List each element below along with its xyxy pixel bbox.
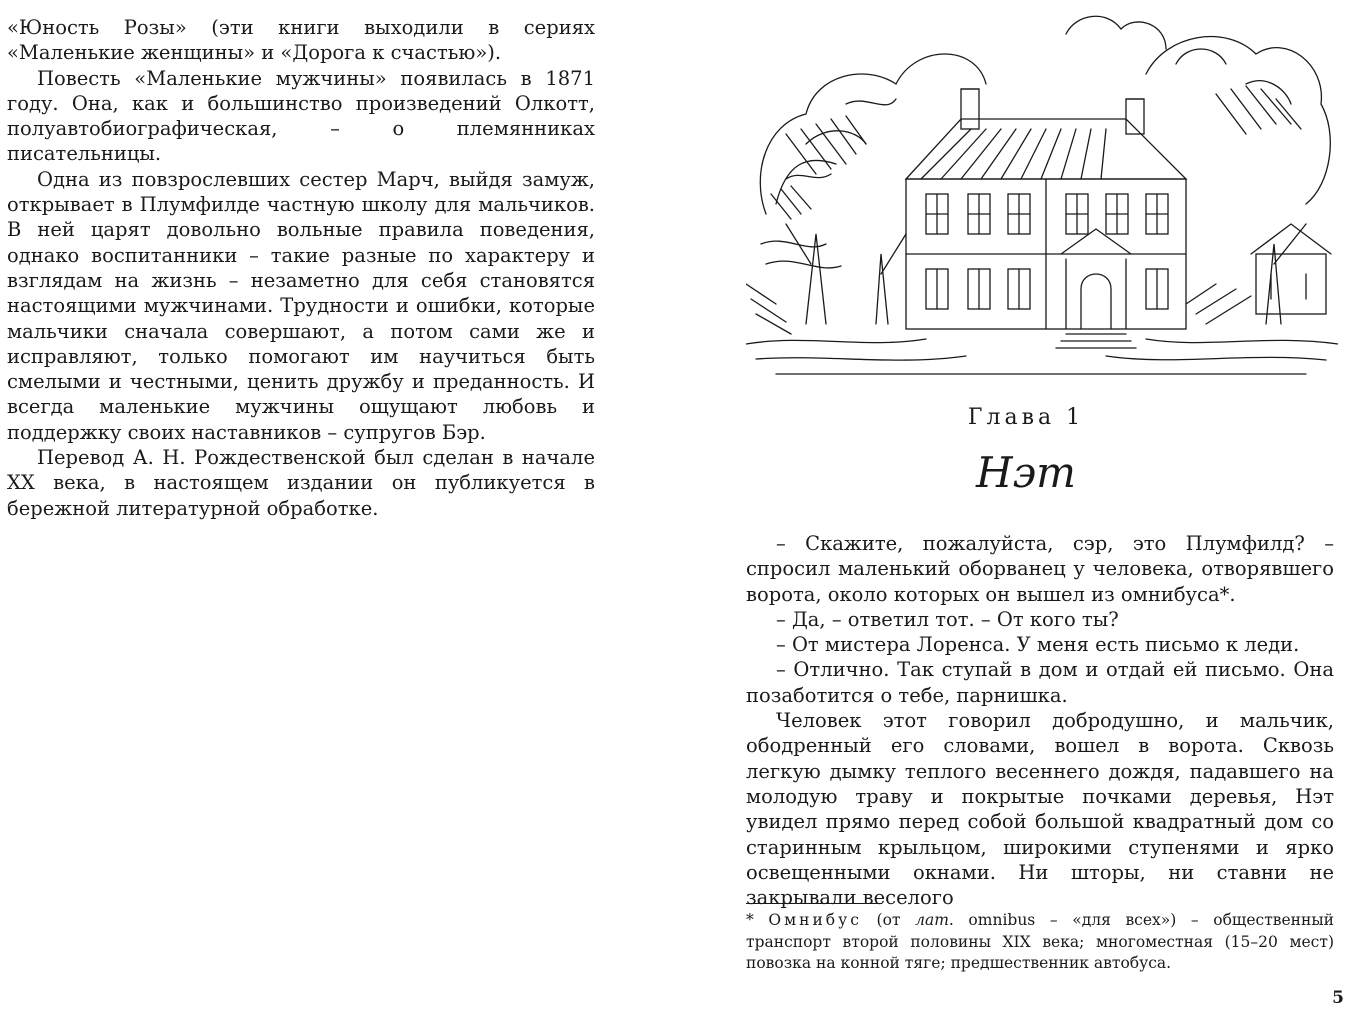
footnote (746, 910, 1334, 975)
paragraph: – Скажите, пожалуйста, сэр, это Плумфилд? – спросил маленький оборванец у человека, отворявшего ворота, около которых он вышел из омнибуса*. (746, 532, 1334, 606)
chapter-label: Глава 1 (967, 405, 1085, 430)
footnote-language: лат. (915, 911, 954, 929)
paragraph: Человек этот говорил добродушно, и мальчик, ободренный его словами, вошел в ворота. Сквозь легкую дымку теплого весеннего дождя, падавшего на молодую траву и покрытые почками деревья, Нэт увидел прямо перед собой большой квадратный дом со старинным крыльцом, широкими ступенями и ярко освещенными окнами. Ни шторы, ни ставни не закрывали веселого (746, 709, 1334, 910)
footnote-divider (746, 903, 882, 904)
paragraph: Одна из повзрослевших сестер Марч, выйдя замуж, открывает в Плумфилде частную школу для мальчиков. В ней царят довольно вольные правила поведения, однако воспитанники – такие разные по характеру и взглядам на жизнь – незаметно для себя становятся настоящими мужчинами. Трудности и ошибки, которые мальчики сначала совершают, а потом сами же и исправляют, только помогают им научиться быть смелыми и честными, ценить дружбу и преданность. И всегда маленькие мужчины ощущают любовь и поддержку своих наставников – супругов Бэр. (7, 167, 595, 444)
left-page-text (7, 15, 595, 521)
footnote-text: (от (861, 911, 916, 929)
paragraph: Перевод А. Н. Рождественской был сделан в начале XX века, в настоящем издании он публикуется в бережной литературной обработке. (7, 446, 595, 520)
paragraph: Повесть «Маленькие мужчины» появилась в 1871 году. Она, как и большинство произведений Олкотт, полуавтобиографическая, – о племянниках писательницы. (7, 66, 595, 166)
paragraph: – От мистера Лоренса. У меня есть письмо к леди. (776, 633, 1300, 657)
footnote-term: Омнибус (768, 911, 862, 929)
paragraph: – Отлично. Так ступай в дом и отдай ей письмо. Она позаботится о тебе, парнишка. (746, 658, 1334, 707)
chapter-title: Нэт (976, 448, 1076, 497)
house-illustration (746, 4, 1338, 384)
right-page (684, 0, 1368, 1010)
footnote-marker: * (746, 911, 754, 929)
footnote-text: omnibus – «для всех») – общественный транспорт второй половины XIX века; многоместная (15–20 мест) повозка на конной тяге; предшественник автобуса. (746, 911, 1334, 972)
page-number: 5 (1332, 988, 1344, 1008)
paragraph: «Юность Розы» (эти книги выходили в сериях «Маленькие женщины» и «Дорога к счастью»). (7, 16, 595, 65)
right-page-text (746, 531, 1334, 910)
paragraph: – Да, – ответил тот. – От кого ты? (776, 607, 1119, 631)
